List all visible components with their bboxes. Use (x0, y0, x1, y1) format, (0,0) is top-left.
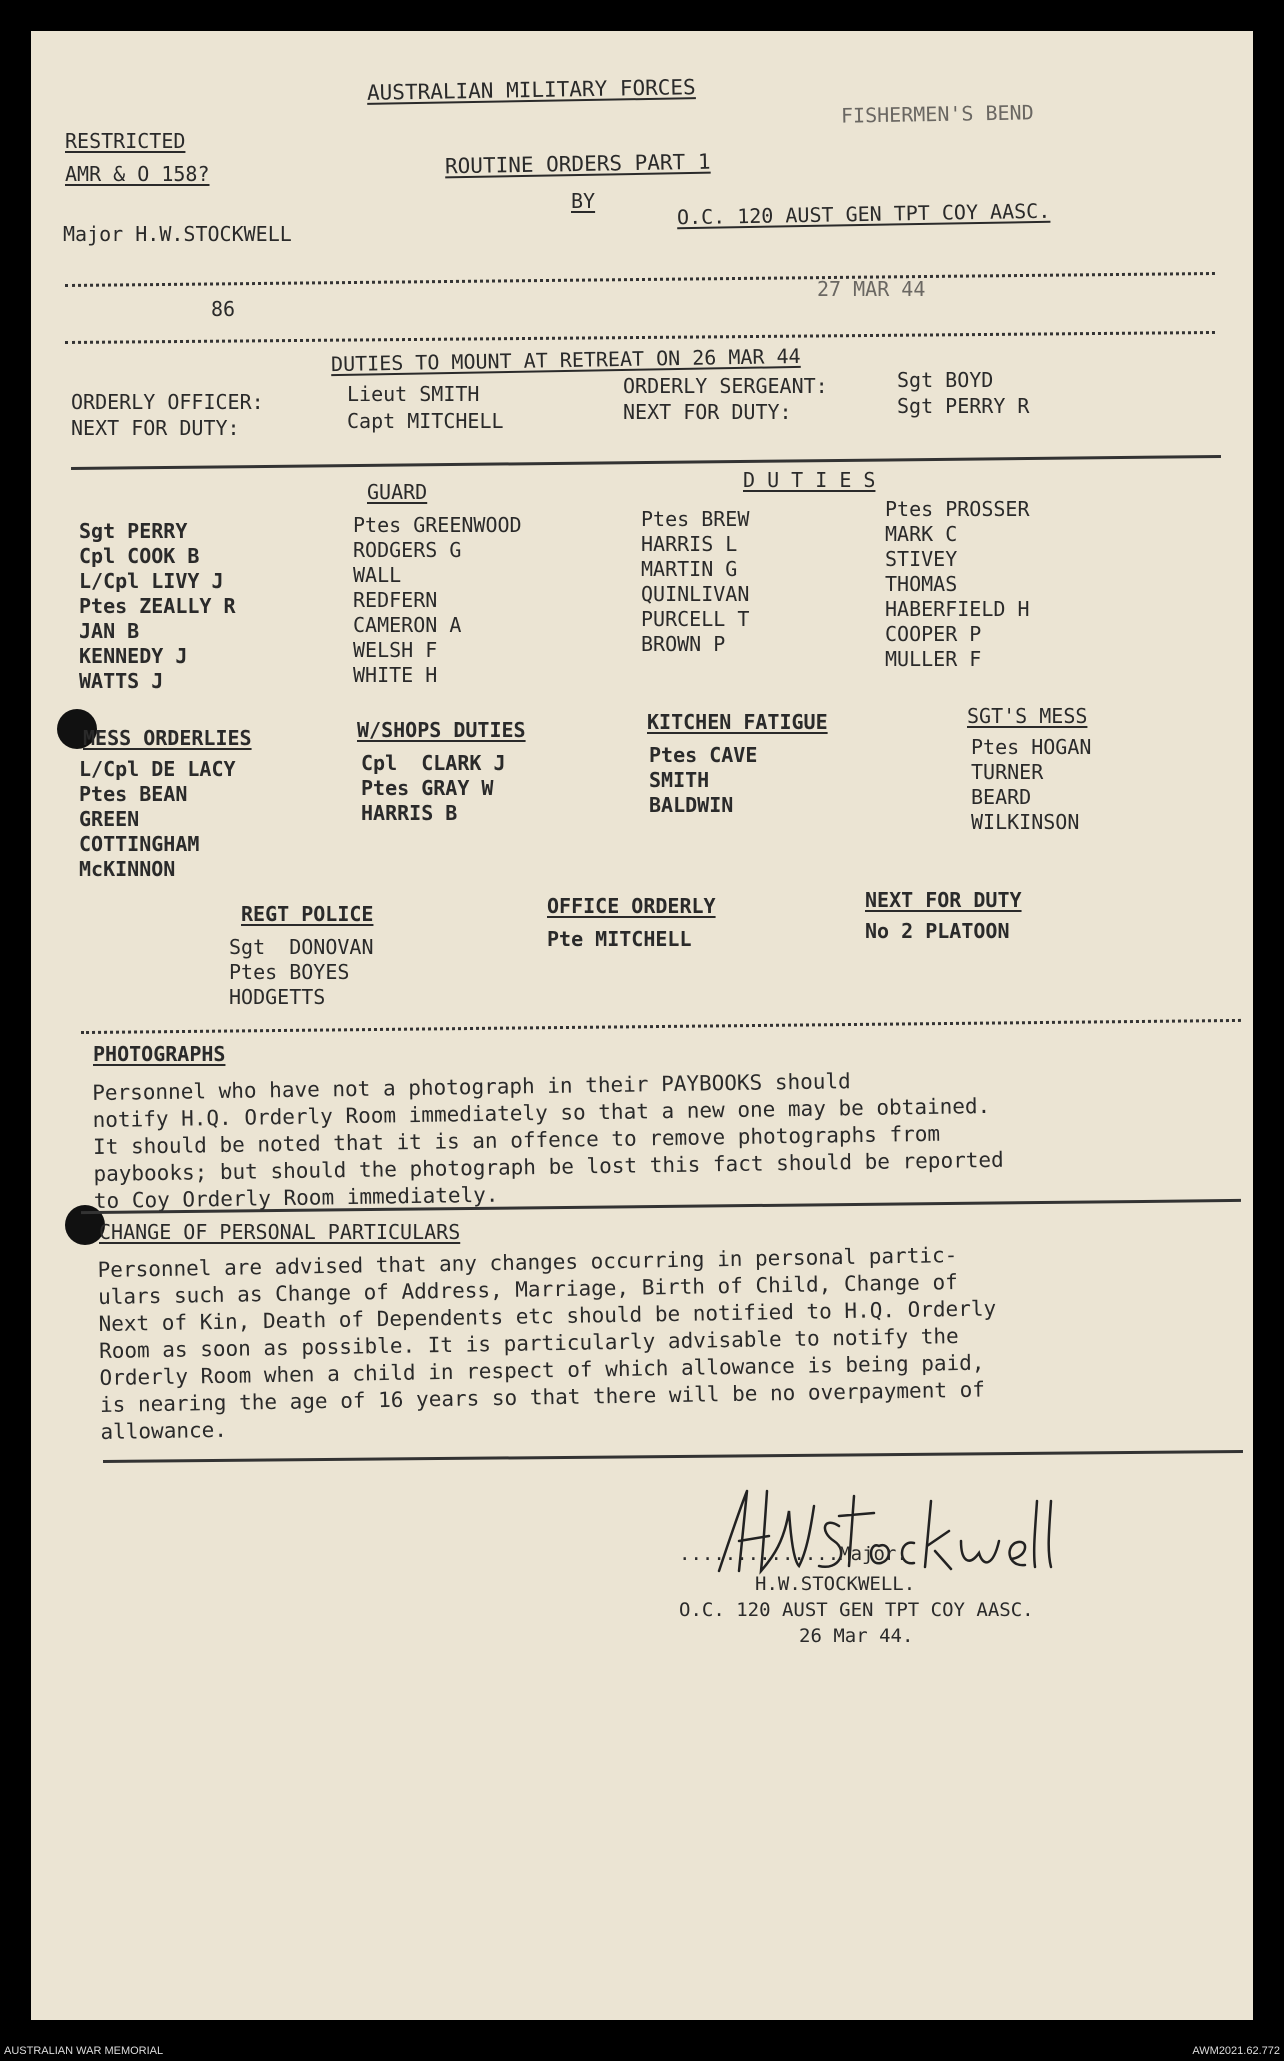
next-officer-name: Capt MITCHELL (347, 409, 504, 433)
kitchen-heading: KITCHEN FATIGUE (647, 710, 828, 734)
issuing-unit: O.C. 120 AUST GEN TPT COY AASC. (676, 198, 1051, 230)
next-for-duty-list: No 2 PLATOON (865, 919, 1010, 943)
divider (71, 455, 1221, 470)
mess-orderlies-heading: MESS ORDERLIES (83, 726, 252, 750)
kitchen-list: Ptes CAVE SMITH BALDWIN (649, 743, 758, 817)
signatory-name: H.W.STOCKWELL. (755, 1573, 916, 1595)
location-stamp: FISHERMEN'S BEND (840, 100, 1034, 128)
next-for-duty-label: NEXT FOR DUTY: (623, 400, 792, 424)
order-number: 86 (211, 297, 236, 321)
divider (81, 1019, 1241, 1034)
orderly-officer-name: Lieut SMITH (347, 382, 480, 406)
orderly-sergeant-label: ORDERLY SERGEANT: (623, 374, 828, 398)
signature-rank: ..............Major. (679, 1543, 908, 1565)
sgts-mess-list: Ptes HOGAN TURNER BEARD WILKINSON (971, 735, 1092, 834)
photographs-body: Personnel who have not a photograph in their PAYBOOKS should notify H.Q. Orderly Room immediately so that a new one may be obtained. It should be noted that it is an offence to remove photographs from paybooks; but should the photograph be lost this fact should be reported to Coy Orderly Room immediately. (92, 1069, 1004, 1214)
wshops-heading: W/SHOPS DUTIES (357, 718, 526, 742)
mess-orderlies-list: L/Cpl DE LACY Ptes BEAN GREEN COTTINGHAM McKINNON (79, 757, 236, 881)
regt-police-heading: REGT POLICE (241, 902, 374, 926)
guard-list-1: Sgt PERRY Cpl COOK B L/Cpl LIVY J Ptes ZEALLY R JAN B KENNEDY J WATTS J (79, 519, 236, 693)
issuing-officer: Major H.W.STOCKWELL (63, 222, 292, 246)
divider (65, 331, 1215, 344)
restricted-label: RESTRICTED (65, 129, 186, 153)
signatory-unit: O.C. 120 AUST GEN TPT COY AASC. (679, 1599, 1034, 1621)
footer-accession: AWM2021.62.772 (1192, 2045, 1280, 2057)
regt-police-list: Sgt DONOVAN Ptes BOYES HODGETTS (229, 935, 374, 1009)
duties-heading: D U T I E S (743, 468, 876, 492)
guard-list-2: Ptes GREENWOOD RODGERS G WALL REDFERN CAMERON A WELSH F WHITE H (353, 513, 522, 687)
duties-list-1: Ptes BREW HARRIS L MARTIN G QUINLIVAN PURCELL T BROWN P (641, 507, 750, 656)
orderly-officer-label: ORDERLY OFFICER: (71, 390, 264, 414)
divider (103, 1450, 1243, 1463)
next-for-duty-heading: NEXT FOR DUTY (865, 888, 1022, 912)
document-title: ROUTINE ORDERS PART 1 (444, 149, 711, 179)
wshops-list: Cpl CLARK J Ptes GRAY W HARRIS B (361, 751, 506, 825)
org-heading: AUSTRALIAN MILITARY FORCES (366, 75, 696, 105)
photographs-heading: PHOTOGRAPHS (93, 1042, 226, 1066)
divider (65, 272, 1215, 287)
personal-particulars-body: Personnel are advised that any changes occurring in personal partic- ulars such as Change of Address, Marriage, Birth of Child, Change of Next of Kin, Death of Dependents etc should be notified to H.Q. Orderly Room as soon as possible. It is particularly advisable to notify the Orderly Room when a child in respect of which allowance is being paid, is nearing the age of 16 years so that there will be no overpayment of allowance. (97, 1243, 997, 1445)
duties-mount-heading: DUTIES TO MOUNT AT RETREAT ON 26 MAR 44 (330, 343, 801, 377)
next-for-duty-label: NEXT FOR DUTY: (71, 416, 240, 440)
document-page (31, 31, 1253, 2020)
orderly-sergeant-name: Sgt BOYD (897, 368, 994, 392)
sgts-mess-heading: SGT'S MESS (967, 704, 1088, 728)
order-date: 27 MAR 44 (817, 277, 926, 301)
office-orderly-list: Pte MITCHELL (547, 927, 692, 951)
by-label: BY (571, 189, 596, 213)
office-orderly-heading: OFFICE ORDERLY (547, 894, 716, 918)
duties-list-2: Ptes PROSSER MARK C STIVEY THOMAS HABERFIELD H COOPER P MULLER F (885, 497, 1030, 671)
personal-particulars-heading: CHANGE OF PERSONAL PARTICULARS (99, 1220, 461, 1244)
footer-source: AUSTRALIAN WAR MEMORIAL (4, 2045, 164, 2057)
next-sergeant-name: Sgt PERRY R (897, 394, 1030, 418)
guard-heading: GUARD (367, 480, 428, 504)
amr-reference: AMR & O 158? (65, 162, 210, 186)
signature-date: 26 Mar 44. (799, 1625, 914, 1647)
